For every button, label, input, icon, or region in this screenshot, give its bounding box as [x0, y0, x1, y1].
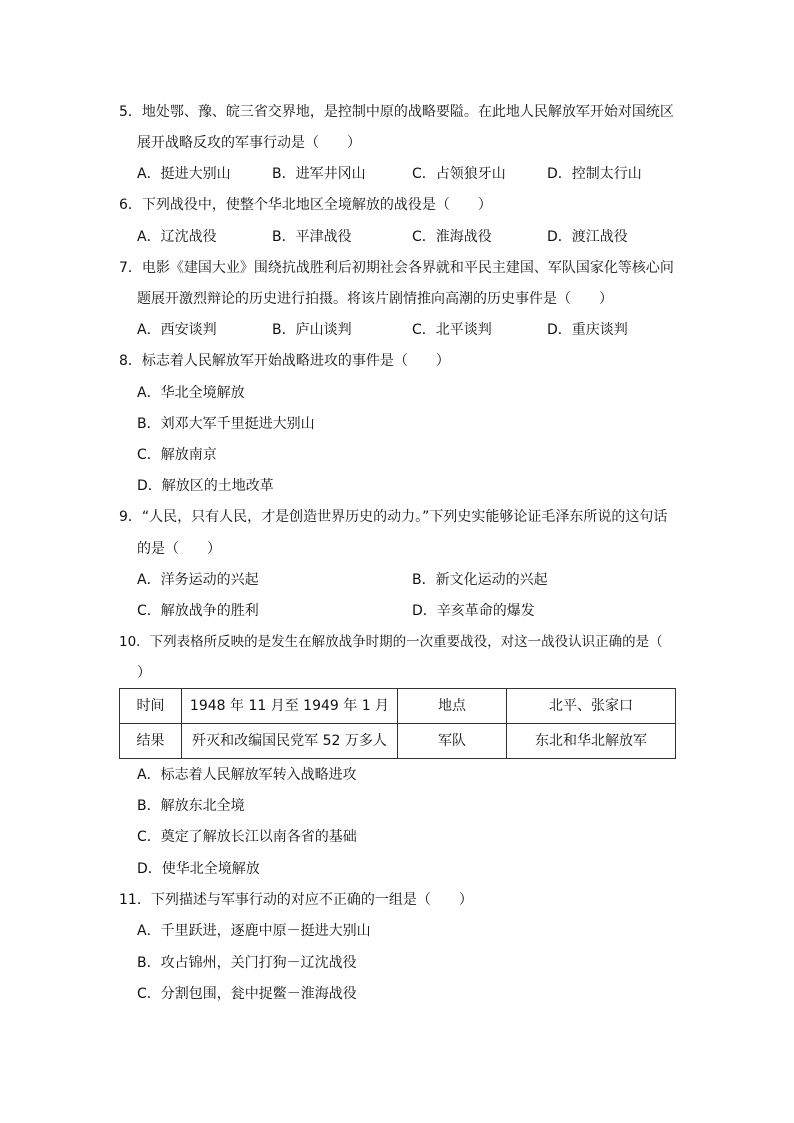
table-cell: 东北和华北解放军	[507, 724, 676, 759]
question-7-text: 7．电影《建国大业》围绕抗战胜利后初期社会各界就和平民主建国、军队国家化等核心问	[119, 260, 674, 276]
option-c: C．北平谈判	[412, 322, 492, 338]
option-d: D．使华北全境解放	[137, 861, 260, 877]
question-7-text-cont: 题展开激烈辩论的历史进行拍摄。将该片剧情推向高潮的历史事件是（ ）	[137, 291, 613, 307]
option-a: A．洋务运动的兴起	[137, 572, 259, 588]
table-cell: 1948 年 11 月至 1949 年 1 月	[182, 689, 398, 724]
option-b: B．刘邓大军千里挺进大别山	[137, 416, 315, 432]
option-c: C．淮海战役	[412, 229, 492, 245]
table-row	[120, 724, 676, 759]
option-d: D．重庆谈判	[547, 322, 628, 338]
table-cell: 歼灭和改编国民党军 52 万多人	[182, 724, 398, 759]
option-a: A．标志着人民解放军转入战略进攻	[137, 767, 357, 783]
option-a: A．西安谈判	[137, 322, 217, 338]
option-a: A．千里跃进，逐鹿中原－挺进大别山	[137, 923, 371, 939]
question-9-text: 9．“人民，只有人民，才是创造世界历史的动力。”下列史实能够论证毛泽东所说的这句话	[119, 509, 668, 525]
table-cell: 结果	[120, 724, 182, 759]
question-10-text: 10．下列表格所反映的是发生在解放战争时期的一次重要战役，对这一战役认识正确的是（	[119, 634, 663, 650]
option-a: A．挺进大别山	[137, 166, 231, 182]
option-b: B．进军井冈山	[272, 166, 366, 182]
option-c: C．分割包围，瓮中捉鳖－淮海战役	[137, 986, 357, 1002]
table-row	[120, 689, 676, 724]
option-d: D．渡江战役	[547, 229, 628, 245]
table-cell: 军队	[398, 724, 507, 759]
option-d: D．辛亥革命的爆发	[412, 603, 535, 619]
battle-info-table	[119, 688, 676, 759]
option-b: B．新文化运动的兴起	[412, 572, 548, 588]
option-c: C．奠定了解放长江以南各省的基础	[137, 829, 357, 845]
table-cell: 北平、张家口	[507, 689, 676, 724]
option-b: B．平津战役	[272, 229, 352, 245]
option-b: B．解放东北全境	[137, 798, 245, 814]
question-9-text-cont: 的是（ ）	[137, 541, 221, 557]
option-b: B．攻占锦州，关门打狗－辽沈战役	[137, 955, 357, 971]
option-d: D．解放区的土地改革	[137, 478, 274, 494]
question-5-text: 5．地处鄂、豫、皖三省交界地，是控制中原的战略要隘。在此地人民解放军开始对国统区	[119, 104, 674, 120]
option-c: C．占领狼牙山	[412, 166, 506, 182]
question-6-text: 6．下列战役中，使整个华北地区全境解放的战役是（ ）	[119, 197, 492, 213]
table-cell: 时间	[120, 689, 182, 724]
option-d: D．控制太行山	[547, 166, 642, 182]
option-a: A．辽沈战役	[137, 229, 217, 245]
question-11-text: 11．下列描述与军事行动的对应不正确的一组是（ ）	[119, 892, 473, 908]
question-8-text: 8．标志着人民解放军开始战略进攻的事件是（ ）	[119, 353, 450, 369]
question-10-text-cont: ）	[137, 665, 151, 681]
option-b: B．庐山谈判	[272, 322, 352, 338]
option-c: C．解放战争的胜利	[137, 603, 259, 619]
option-c: C．解放南京	[137, 447, 217, 463]
option-a: A．华北全境解放	[137, 385, 245, 401]
table-cell: 地点	[398, 689, 507, 724]
question-5-text-cont: 展开战略反攻的军事行动是（ ）	[137, 135, 361, 151]
